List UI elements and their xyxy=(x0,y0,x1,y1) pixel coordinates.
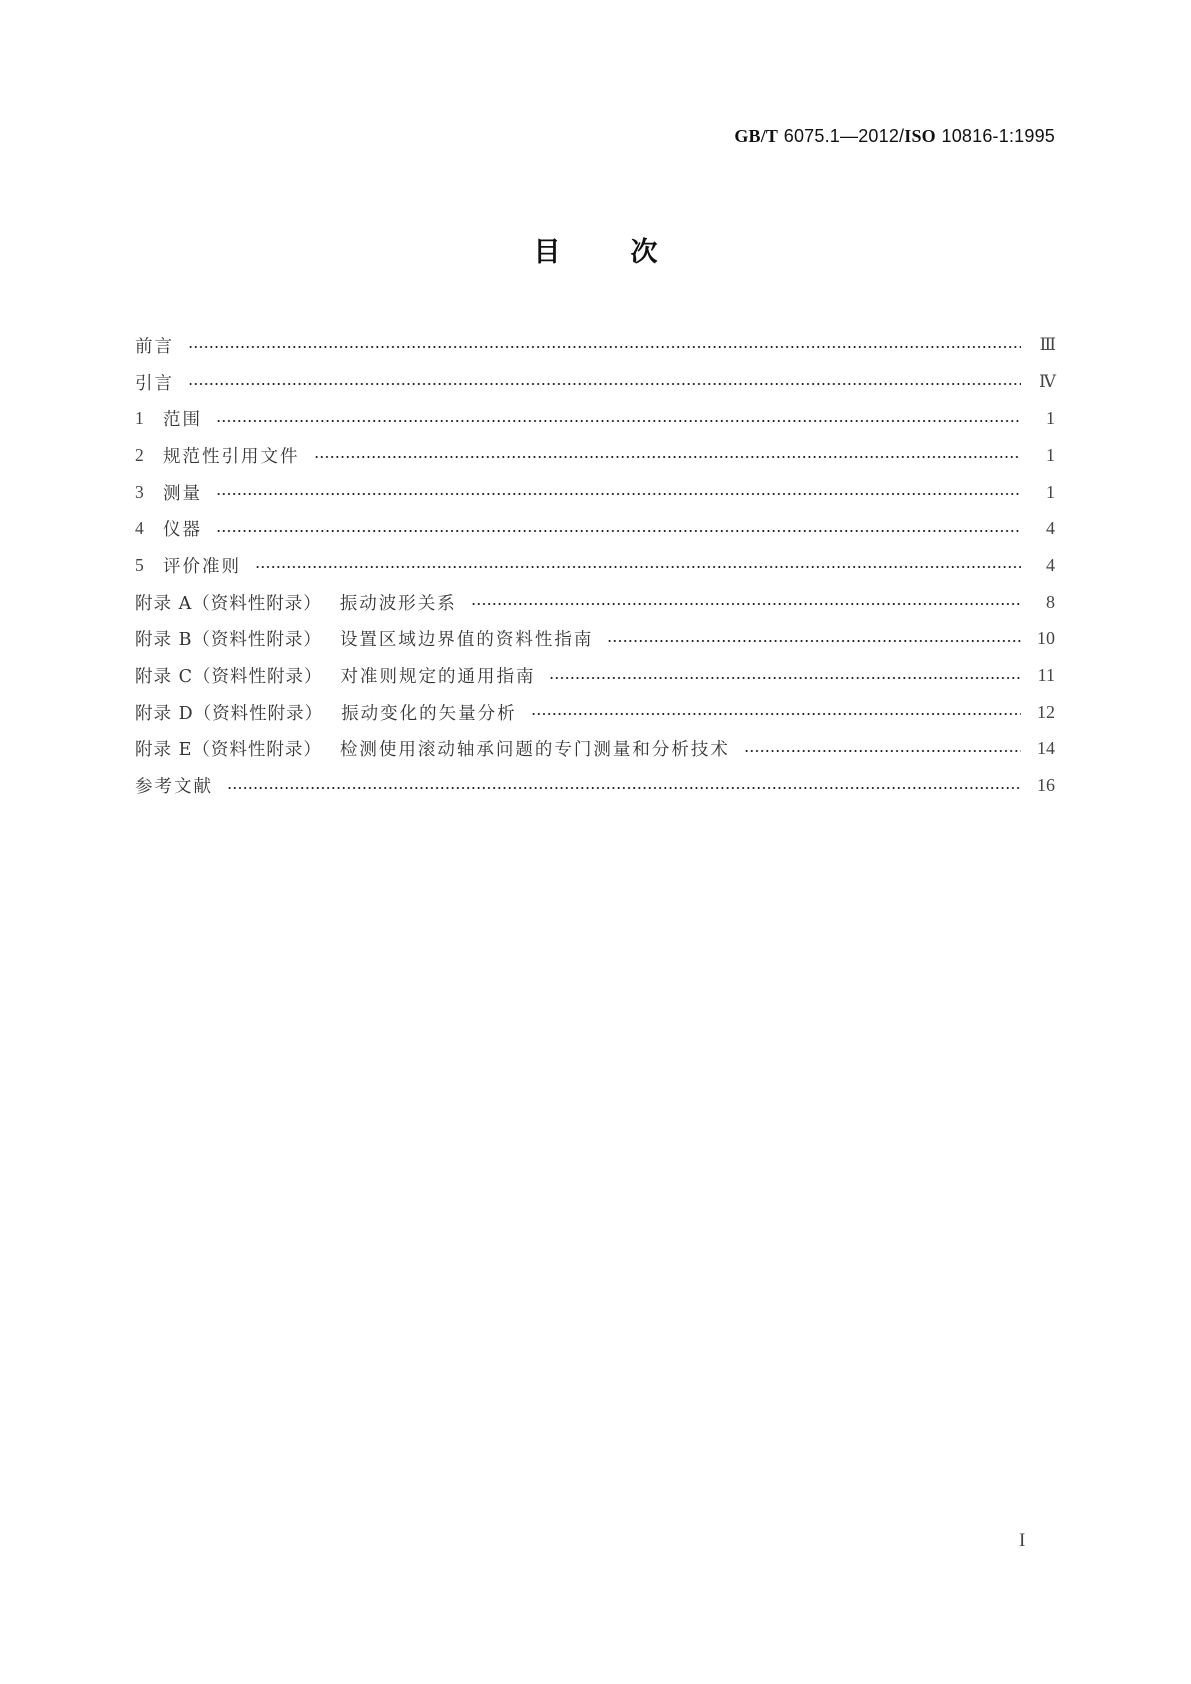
dot-leader xyxy=(227,787,1021,789)
toc-page: 10 xyxy=(1037,628,1055,649)
dot-leader xyxy=(314,456,1022,458)
standard-number: 6075.1—2012/ xyxy=(783,126,905,146)
toc-page: 4 xyxy=(1046,518,1055,539)
toc-entry-instrumentation[interactable] xyxy=(135,510,1055,547)
toc-annex-prefix: 附录 A（资料性附录） xyxy=(135,593,322,614)
standard-prefix: GB/T xyxy=(734,126,779,146)
dot-leader xyxy=(216,493,1021,495)
toc-label: 振动变化的矢量分析 xyxy=(341,703,517,724)
toc-page: 12 xyxy=(1037,701,1055,722)
page-number: I xyxy=(1019,1530,1026,1551)
toc-page: 1 xyxy=(1046,408,1055,429)
document-header xyxy=(734,126,1055,147)
toc-number: 4 xyxy=(135,518,144,539)
toc-entry-normative-references[interactable] xyxy=(135,437,1055,474)
toc-number: 1 xyxy=(135,408,144,429)
dot-leader xyxy=(216,530,1021,532)
toc-page: 11 xyxy=(1037,665,1055,686)
toc-number: 2 xyxy=(135,444,144,465)
toc-label: 前言 xyxy=(135,336,174,357)
toc-entry-introduction[interactable] xyxy=(135,364,1055,401)
toc-entry-annex-a[interactable] xyxy=(135,584,1055,621)
toc-entry-annex-e[interactable] xyxy=(135,731,1055,768)
toc-annex-prefix: 附录 E（资料性附录） xyxy=(135,740,322,761)
toc-entry-evaluation-criteria[interactable] xyxy=(135,547,1055,584)
toc-page: Ⅳ xyxy=(1039,372,1055,393)
toc-entry-bibliography[interactable] xyxy=(135,767,1055,804)
toc-label: 振动波形关系 xyxy=(339,593,457,614)
dot-leader xyxy=(188,383,1021,385)
toc-label: 对准则规定的通用指南 xyxy=(340,667,536,688)
dot-leader xyxy=(255,566,1021,568)
toc-label: 评价准则 xyxy=(163,556,241,577)
toc-label: 测量 xyxy=(163,483,202,504)
dot-leader xyxy=(549,677,1021,679)
toc-number: 5 xyxy=(135,554,144,575)
toc-page: 1 xyxy=(1046,444,1055,465)
toc-entry-annex-b[interactable] xyxy=(135,621,1055,658)
toc-annex-prefix: 附录 B（资料性附录） xyxy=(135,630,322,651)
dot-leader xyxy=(188,346,1021,348)
page-title xyxy=(0,230,1191,269)
dot-leader xyxy=(216,420,1021,422)
toc-page: 1 xyxy=(1046,481,1055,502)
dot-leader xyxy=(531,713,1021,715)
table-of-contents xyxy=(135,327,1055,804)
toc-label: 检测使用滚动轴承问题的专门测量和分析技术 xyxy=(339,740,730,761)
toc-entry-annex-c[interactable] xyxy=(135,657,1055,694)
toc-entry-foreword[interactable] xyxy=(135,327,1055,364)
toc-entry-scope[interactable] xyxy=(135,400,1055,437)
toc-entry-measurement[interactable] xyxy=(135,474,1055,511)
toc-number: 3 xyxy=(135,481,144,502)
title-char-1: 目 xyxy=(533,237,561,268)
toc-page: 4 xyxy=(1046,554,1055,575)
toc-annex-prefix: 附录 D（资料性附录） xyxy=(135,703,324,724)
toc-label: 范围 xyxy=(163,410,202,431)
toc-label: 仪器 xyxy=(163,520,202,541)
toc-label: 引言 xyxy=(135,373,174,394)
toc-page: 8 xyxy=(1046,591,1055,612)
dot-leader xyxy=(607,640,1021,642)
toc-entry-annex-d[interactable] xyxy=(135,694,1055,731)
toc-page: 16 xyxy=(1037,775,1055,796)
dot-leader xyxy=(471,603,1021,605)
toc-label: 设置区域边界值的资料性指南 xyxy=(339,630,594,651)
toc-page: Ⅲ xyxy=(1039,335,1055,356)
toc-label: 规范性引用文件 xyxy=(163,446,300,467)
toc-annex-prefix: 附录 C（资料性附录） xyxy=(135,667,323,688)
iso-number: 10816-1:1995 xyxy=(941,126,1055,146)
toc-page: 14 xyxy=(1037,738,1055,759)
dot-leader xyxy=(744,750,1021,752)
toc-label: 参考文献 xyxy=(135,777,213,798)
iso-prefix: ISO xyxy=(904,126,936,146)
title-char-2: 次 xyxy=(630,237,658,268)
